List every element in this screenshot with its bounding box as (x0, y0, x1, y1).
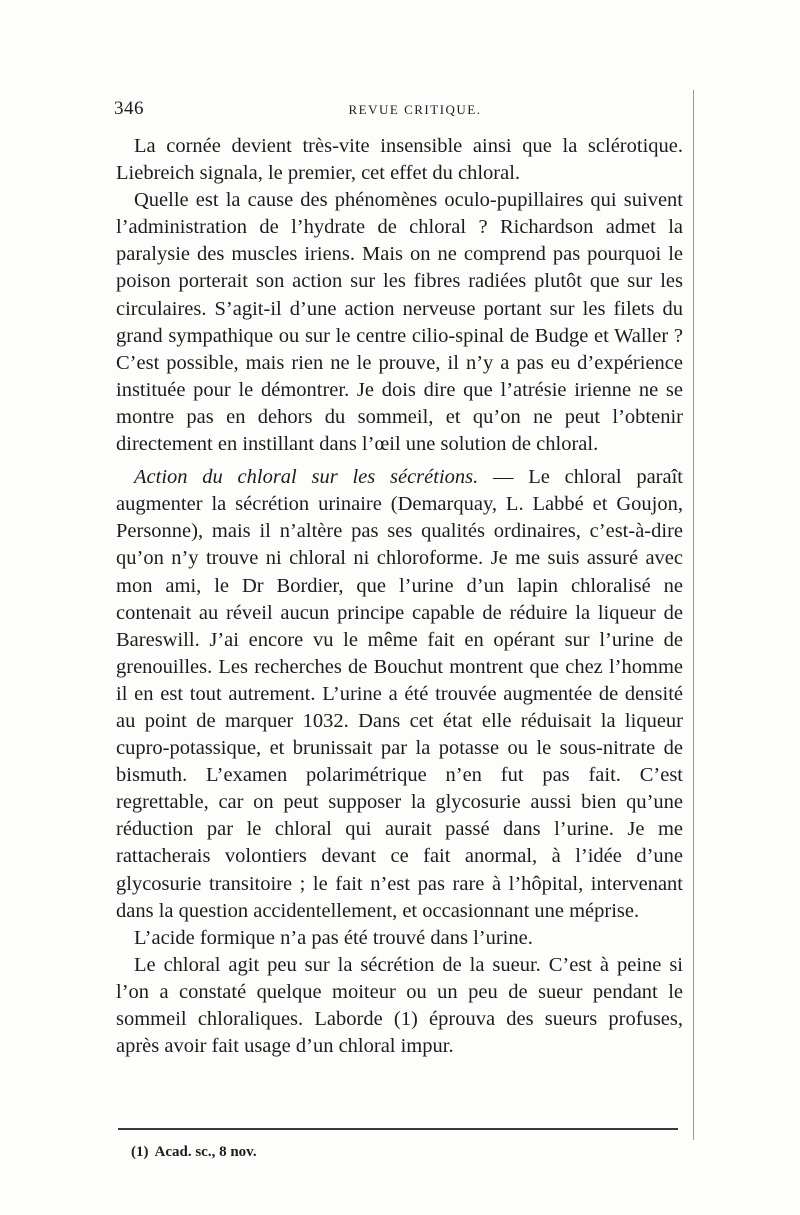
page-header (114, 98, 686, 122)
footnote-text: Acad. sc., 8 nov. (154, 1144, 257, 1160)
page-number: 346 (114, 98, 144, 119)
footnote-divider (118, 1128, 678, 1130)
body-text (116, 133, 683, 1060)
paragraph-cornea: La cornée devient très-vite insensible ainsi que la sclérotique. Liebreich signala, le premier, cet effet du chloral. (116, 135, 683, 185)
running-title: REVUE CRITIQUE. (348, 102, 482, 117)
paragraph-secretions (116, 464, 683, 925)
paragraph-secretions-text: — Le chloral paraît augmenter la sécrétion urinaire (Demarquay, L. Labbé et Goujon, Personne), mais il n’altère pas ses qualités ordinaires, c’est-à-dire qu’on n’y trouve ni chloral ni chloroforme. Je me suis assuré avec mon ami, le Dr Bordier, que l’urine d’un lapin chloralisé ne contenait au réveil aucun principe capable de réduire la liqueur de Bareswill. J’ai encore vu le même fait en opérant sur l’urine de grenouilles. Les recherches de Bouchut montrent que chez l’homme il en est tout autrement. L’urine a été trouvée augmentée de densité au point de marquer 1032. Dans cet état elle réduisait la liqueur cupro-potassique, et brunissait par la potasse ou le sous-nitrate de bismuth. L’examen polarimétrique n’en fut pas fait. C’est regrettable, car on peut supposer la glycosurie aussi bien qu’une réduction par le chloral qui aurait passé dans l’urine. Je me rattacherais volontiers devant ce fait anormal, à l’idée d’une glycosurie transitoire ; le fait n’est pas rare à l’hôpital, intervenant dans la question accidentellement, et occasionnant une méprise. (116, 466, 683, 922)
paragraph-oculo-pupillary: Quelle est la cause des phénomènes oculo-pupillaires qui suivent l’administration de l’hydrate de chloral ? Richardson admet la paralysie des muscles iriens. Mais on ne comprend pas pourquoi le poison porterait son action sur les fibres radiées plutôt que sur les circulaires. S’agit-il d’une action nerveuse portant sur les filets du grand sympathique ou sur le centre cilio-spinal de Budge et Waller ? C’est possible, mais rien ne le prouve, il n’y a pas eu d’expérience instituée pour le démontrer. Je dois dire que l’atrésie irienne ne se montre pas en dehors du sommeil, et qu’on ne peut l’obtenir directement en instillant dans l’œil une solution de chloral. (116, 189, 683, 456)
footnote-marker: (1) (131, 1144, 149, 1160)
paragraph-formic-acid: L’acide formique n’a pas été trouvé dans l’urine. (134, 926, 533, 949)
page-edge-line (693, 90, 694, 1140)
section-heading: Action du chloral sur les sécrétions. (134, 466, 479, 489)
paragraph-sweat: Le chloral agit peu sur la sécrétion de la sueur. C’est à peine si l’on a constaté quelque moiteur ou un peu de sueur pendant le sommeil chloraliques. Laborde (1) éprouva des sueurs profuses, après avoir fait usage d’un chloral impur. (116, 953, 683, 1058)
footnote (131, 1144, 257, 1161)
